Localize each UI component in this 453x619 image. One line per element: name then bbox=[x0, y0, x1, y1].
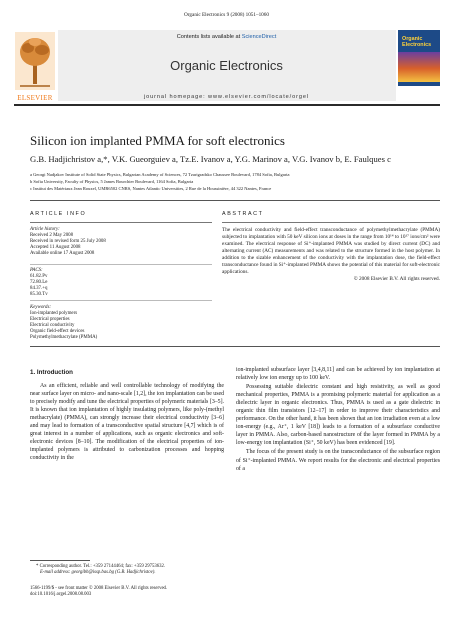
keywords-label: Keywords: bbox=[30, 305, 52, 310]
abstract-text: The electrical conductivity and field-effect transconductance of polymethylmethacrylate (PMMA) subjected to implantation with 50 keV silicon ions at doses in the range from 10¹⁴ to 10¹⁷ ions/cm² were examined. The electrical response of Si⁺-implanted PMMA was studied by direct current (DC) and alternating current (AC) measurements and was related to the structure formed in the host polymer. In addition to the sizable enhancement of the conductivity with the implantation dose, the field-effect transconductance found in Si⁺-implanted PMMA shows the potential of this material for soft-electronic applications. bbox=[222, 227, 440, 276]
email-address[interactable]: E-mail address: georgibh@issp.bas.bg (G.B. Hadjichristov). bbox=[40, 570, 156, 576]
issn-line: 1566-1199/$ - see front matter © 2008 Elsevier B.V. All rights reserved. bbox=[30, 586, 168, 591]
section-heading: 1. Introduction bbox=[30, 369, 73, 376]
publisher-logo-text: ELSEVIER bbox=[17, 94, 53, 102]
article-title: Silicon ion implanted PMMA for soft electronics bbox=[30, 133, 285, 148]
journal-name: Organic Electronics bbox=[170, 58, 283, 73]
doi-line[interactable]: doi:10.1016/j.orgel.2008.08.003 bbox=[30, 592, 92, 598]
pacs-code: 85.30.Tv bbox=[30, 292, 48, 298]
pacs-list bbox=[30, 268, 212, 298]
running-head: Organic Electronics 9 (2008) 1051–1060 bbox=[184, 12, 269, 18]
journal-homepage[interactable]: journal homepage: www.elsevier.com/locate/orgel bbox=[143, 94, 310, 100]
article-history bbox=[30, 227, 212, 257]
author-list: G.B. Hadjichristov a,*, V.K. Gueorguiev a, Tz.E. Ivanov a, Y.G. Marinov a, V.G. Ivanov b, E. Faulques c bbox=[30, 154, 391, 164]
footnote-rule bbox=[30, 560, 90, 561]
corresponding-author: * Corresponding author. Tel.: +359 27144464; fax: +359 29753632. bbox=[36, 564, 166, 569]
abstract-rule bbox=[222, 222, 440, 223]
body-paragraph: As an efficient, reliable and well controllable technology of modifying the near surface layer on micro- and nano-scale [1,2], the ion implantation can be used to precisely modify and tune the electrical properties of polymeric materials [3–5]. It is known that ion implantation of highly insulating polymers, like poly-(methyl methacrylate) (PMMA), can strongly increase their electrical conductivity [3–6] and may lead to formation of a transconductive spatial structure [4,7] which is of great interest in a number of applications, such as organic electronics and soft-electronic devices [8–10]. The modification of the electrical properties of ion-implanted polymers is attributed to carbonization processes and hopping conductivity in the bbox=[30, 383, 224, 462]
keyword: Electrical properties bbox=[30, 317, 70, 323]
body-paragraph: Possessing suitable dielectric constant and high resistivity, as well as good mechanical properties, PMMA is a promising polymeric material for application as a dielectric layer in organic electronics. Thus, PMMA is used as a gate dielectric in organic thin film transistors [12–17] in order to improve their characteristics and performance. On the other hand, it has been shown that an ion irradiation even at a low ion-energy (e.g., Ar⁺, 1 keV [18]) leads to a formation of a subsurface conductive layer in PMMA. Also, carbon-based nanostructure of the layer formed in PMMA by a low-energy ion implantation (Si⁺, 50 keV) has been evidenced [19]. bbox=[236, 384, 440, 447]
abstract-body bbox=[222, 227, 440, 283]
affiliation-a: a Georgi Nadjakov Institute of Solid State Physics, Bulgarian Academy of Sciences, 72 Tzarigradsko Chaussee Boulevard, 1784 Sofia, Bulgaria bbox=[30, 172, 290, 177]
keyword: Electrical conductivity bbox=[30, 323, 75, 329]
history-received: Received 2 May 2008 bbox=[30, 233, 74, 239]
cover-image bbox=[398, 52, 440, 82]
journal-cover bbox=[398, 30, 440, 86]
publication-info bbox=[30, 586, 250, 598]
keyword: Organic field-effect devices bbox=[30, 329, 85, 335]
article-info-heading: ARTICLE INFO bbox=[30, 211, 87, 217]
info-divider bbox=[30, 300, 212, 301]
body-paragraph: The focus of the present study is on the transconductance of the subsurface region of Si⁺-implanted PMMA. We report results for the electronic and electrical properties of a bbox=[236, 449, 440, 472]
right-column bbox=[236, 366, 440, 473]
affiliation-b: b Sofia University, Faculty of Physics, 5 James Bourchier Boulevard, 1164 Sofia, Bulgaria bbox=[30, 179, 194, 184]
history-accepted: Accepted 11 August 2008 bbox=[30, 245, 81, 251]
abstract-copyright: © 2008 Elsevier B.V. All rights reserved. bbox=[353, 276, 440, 283]
cover-title: Organic Electronics bbox=[402, 36, 432, 48]
body-paragraph: ion-implanted subsurface layer [3,4,8,11] and can be achieved by ion implantation at relatively low ion energy up to 100 keV. bbox=[236, 367, 440, 382]
history-label: Article history: bbox=[30, 227, 60, 232]
history-online: Available online 17 August 2008 bbox=[30, 251, 95, 257]
pacs-code: 72.80.Le bbox=[30, 280, 48, 286]
article-info-rule bbox=[30, 222, 212, 223]
sciencedirect-link[interactable]: ScienceDirect bbox=[241, 34, 277, 40]
keywords-list bbox=[30, 305, 212, 342]
footnote-block bbox=[30, 564, 230, 576]
abstract-heading: ABSTRACT bbox=[222, 211, 264, 217]
keyword: Polymethylmethacrylate (PMMA) bbox=[30, 335, 98, 341]
pacs-label: PACS: bbox=[30, 268, 43, 273]
left-column bbox=[30, 382, 224, 462]
contents-prefix: Contents lists available at bbox=[176, 34, 242, 40]
masthead-rule bbox=[14, 104, 440, 106]
front-matter-rule bbox=[30, 346, 440, 347]
keyword: Ion-implanted polymers bbox=[30, 311, 78, 317]
affiliation-c: c Institut des Matériaux Jean Rouxel, UMR6502 CNRS, Nantes Atlantic Universities, 2 Rue de la Houssinière, 44 322 Nantes, France bbox=[30, 186, 272, 191]
history-revised: Received in revised form 25 July 2008 bbox=[30, 239, 106, 245]
contents-line bbox=[0, 34, 453, 40]
pacs-code: 61.82.Pv bbox=[30, 274, 48, 280]
info-divider bbox=[30, 264, 212, 265]
pacs-code: 84.37.+q bbox=[30, 286, 48, 292]
header-rule bbox=[30, 200, 440, 201]
